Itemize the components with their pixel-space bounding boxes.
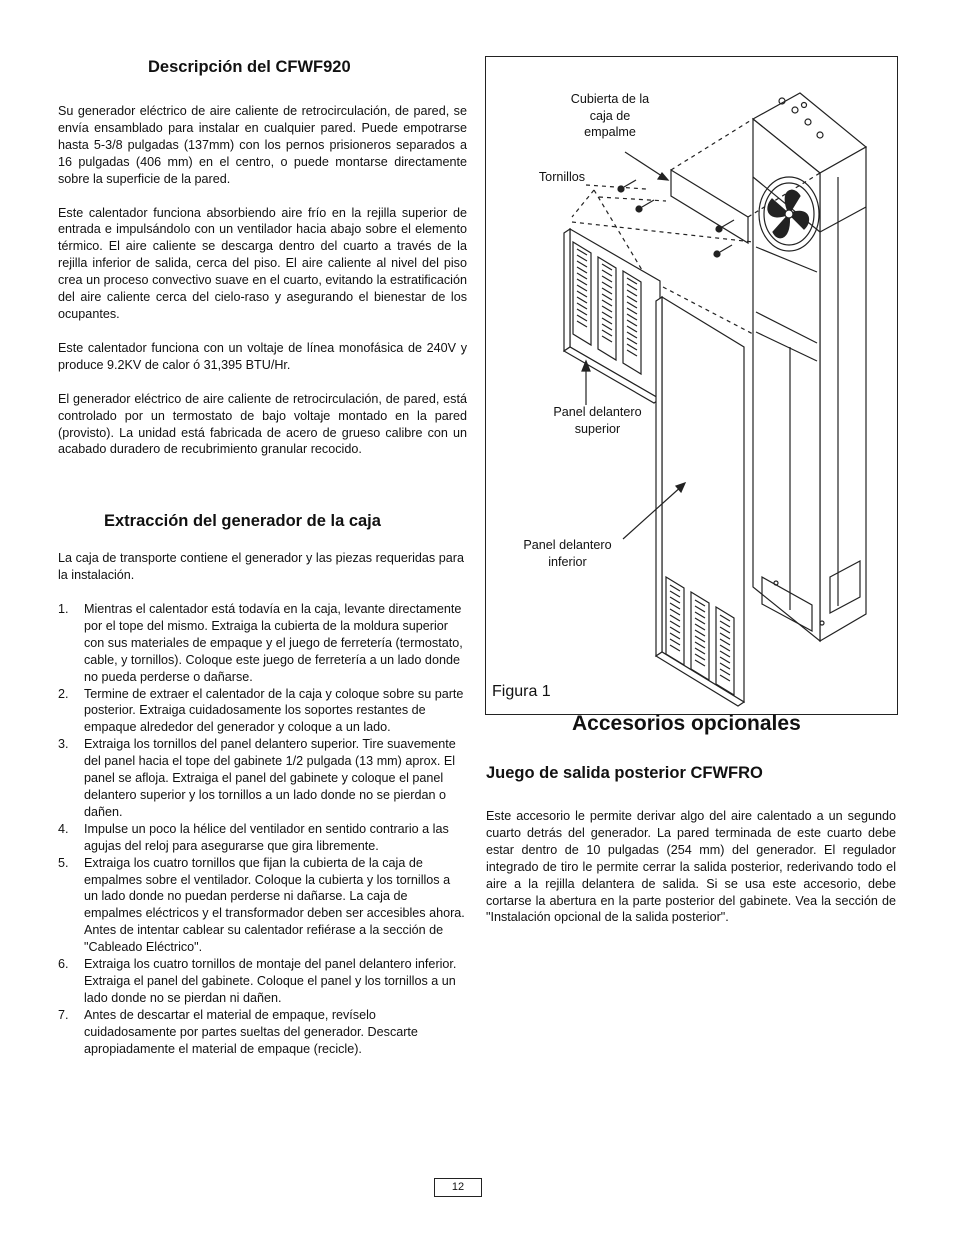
step-text: Extraiga los tornillos del panel delantero superior. Tire suavemente del panel hacia el tope del gabinete 1/2 pulgada (13 mm) aprox. El panel se afloja. Extraiga el panel del gabinete y coloque el panel delantero superior y los tornillos a un lado donde no se pierdan o dañen.: [84, 737, 456, 819]
step-number: 7.: [58, 1007, 69, 1022]
step-text: Termine de extraer el calentador de la caja y coloque sobre su parte posterior. Extraiga cuidadosamente los soportes restantes de empaque alrededor del generador y coloque a un lado.: [84, 686, 464, 735]
step-item: [58, 601, 466, 686]
junction-box-cover: [671, 170, 748, 243]
label-line: Panel delantero: [523, 538, 612, 552]
description-paragraph: El generador eléctrico de aire caliente de retrocirculación, de pared, está controlado por un termostato de bajo voltaje montado en la pared (provisto). La unidad está fabricada de acero de grueso calibre con un acabado duradero de recubrimiento granular recocido.: [58, 391, 467, 457]
extraction-steps: [58, 601, 466, 1057]
label-line: superior: [574, 421, 621, 436]
label-line: Panel delantero: [553, 405, 642, 419]
heater-exploded-diagram: [486, 57, 897, 714]
step-number: 4.: [58, 821, 69, 836]
description-paragraph: Este calentador funciona con un voltaje de línea monofásica de 240V y produce 9.2KV de calor ó 31,395 BTU/Hr.: [58, 340, 467, 372]
figure-caption: Figura 1: [492, 683, 551, 700]
accessories-title: Accesorios opcionales: [572, 712, 801, 735]
step-item: [58, 855, 466, 956]
page-number: 12: [434, 1178, 482, 1197]
step-text: Extraiga los cuatro tornillos que fijan la cubierta de la caja de empalmes sobre el ventilador. Coloque la cubierta y los tornillos a un lado donde no puedan perderse ni dañarse. La caja de empalmes eléctricos y el transformador deben ser accesibles ahora. Antes de intentar cablear su calentador refiérase a la sección de "Cableado Eléctrico".: [84, 855, 465, 955]
label-line: Cubierta de la: [570, 92, 650, 106]
lower-front-panel: [656, 297, 744, 706]
rear-outlet-kit-title: Juego de salida posterior CFWFRO: [486, 764, 763, 782]
heater-cabinet: [753, 93, 866, 641]
step-text: Impulse un poco la hélice del ventilador en sentido contrario a las agujas del reloj para asegurarse que gira libremente.: [84, 821, 449, 853]
step-number: 5.: [58, 855, 69, 870]
step-item: [58, 686, 466, 737]
description-paragraph: Su generador eléctrico de aire caliente de retrocirculación, de pared, se envía ensamblado para instalar en cualquier pared. Puede empotrarse hasta 5-3/8 pulgadas (137mm) con los pernos prisioneros separados a 16 pulgadas (406 mm) en el centro, o puede montarse directamente sobre la superficie de la pared.: [58, 104, 467, 186]
rear-outlet-kit-paragraph: Este accesorio le permite derivar algo del aire calentado a un segundo cuarto detrás del generador. La pared terminada de este cuarto debe estar dentro de 10 pulgadas (254 mm) del generador. El regulador integrado de tiro le permite cerrar la salida posterior, rederivando todo el aire a la rejilla delantera de salida. Si se usa este accesorio, debe cortarse la abertura en la parte posterior del gabinete. Vea la sección de "Instalación opcional de la salida posterior".: [486, 809, 896, 925]
upper-front-panel: [564, 229, 660, 403]
description-paragraph: Este calentador funciona absorbiendo aire frío en la rejilla superior de entrada e impulsándolo con un ventilador hacia abajo sobre el elemento térmico. El aire caliente se descarga dentro del cuarto a través de la rejilla inferior de salida, cerca del piso. El aire caliente al nivel del piso crea un proceso convectivo suave en el cuarto, evitando la estratificación del aire caliente cerca del cielo-raso y asegurando el bienestar de los ocupantes.: [58, 205, 467, 321]
extraction-title: Extracción del generador de la caja: [104, 512, 381, 530]
step-item: [58, 736, 466, 821]
step-number: 6.: [58, 957, 69, 972]
step-number: 2.: [58, 686, 69, 701]
description-body: [58, 103, 467, 458]
label-screws: Tornillos: [538, 170, 586, 184]
label-junction-box-cover: [530, 91, 690, 141]
step-item: [58, 956, 466, 1007]
label-line: caja de: [589, 108, 631, 123]
label-line: empalme: [584, 125, 636, 139]
label-lower-front-panel: [500, 537, 635, 570]
step-number: 1.: [58, 602, 69, 616]
step-text: Antes de descartar el material de empaque, revíselo cuidadosamente por partes sueltas del generador. Descarte apropiadamente el material de empaque (recicle).: [84, 1007, 418, 1056]
step-text: Extraiga los cuatro tornillos de montaje del panel delantero inferior. Extraiga el panel del gabinete. Coloque el panel y los tornillos a un lado donde no se pierdan ni dañen.: [84, 957, 457, 1005]
extraction-intro: La caja de transporte contiene el generador y las piezas requeridas para la instalación.: [58, 551, 464, 582]
figure-1: [485, 56, 898, 715]
step-item: [58, 821, 466, 855]
description-title: Descripción del CFWF920: [148, 58, 351, 76]
step-number: 3.: [58, 737, 69, 752]
step-item: [58, 1007, 466, 1058]
label-upper-front-panel: [530, 404, 665, 437]
label-line: inferior: [548, 554, 587, 569]
step-text: Mientras el calentador está todavía en la caja, levante directamente por el tope del mismo. Extraiga la cubierta de la moldura superior con sus materiales de empaque y el juego de ferretería (termostato, cable, y tornillos). Coloque este juego de ferretería a un lado donde no pueda perderse o dañarse.: [84, 602, 463, 684]
